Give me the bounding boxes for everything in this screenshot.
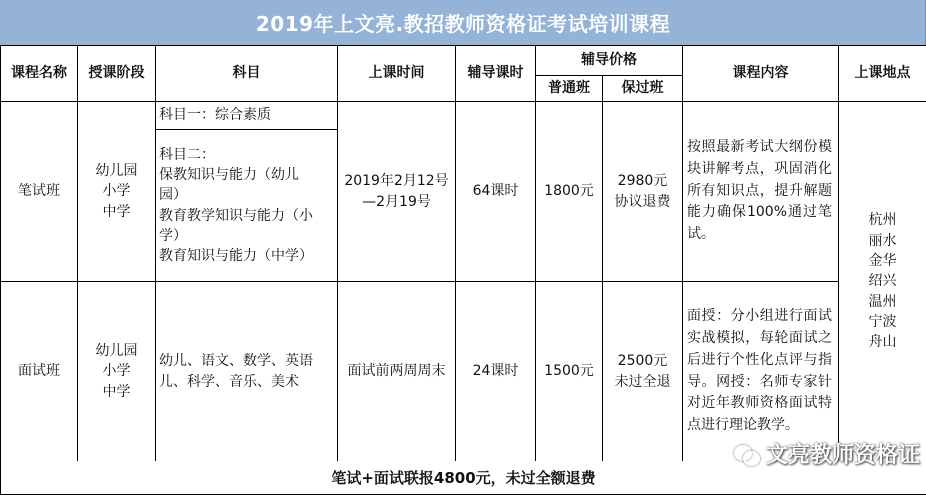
row1-subject-2-line: 保教知识与能力（幼儿: [159, 166, 299, 183]
row1-stage-item: 幼儿园: [95, 163, 138, 180]
course-table: [0, 45, 926, 462]
row2-stage-item: 中学: [102, 383, 131, 400]
location-item: 绍兴: [868, 273, 897, 290]
row2-hours: 24课时: [456, 282, 536, 462]
watermark: [734, 438, 920, 469]
row1-stage-item: 中学: [102, 203, 131, 220]
row1-price-normal: 1800元: [536, 102, 603, 282]
row2-content: 面授：分小组进行面试实战模拟，每轮面试之后进行个性化点评与指导。网授：名师专家针对近年教师资格面试特点进行理论教学。: [683, 282, 839, 462]
row2-price-pass-line: 未过全退: [614, 373, 671, 390]
row1-subject-2: [156, 130, 338, 282]
location-item: 金华: [868, 253, 897, 270]
footer-note: 笔试+面试联报4800元，未过全额退费: [0, 461, 926, 495]
location-item: 宁波: [868, 313, 897, 330]
header-stage: 授课阶段: [78, 46, 156, 102]
location-item: 丽水: [868, 232, 897, 249]
row1-stage-item: 小学: [102, 183, 131, 200]
header-course-name: 课程名称: [1, 46, 78, 102]
header-time: 上课时间: [338, 46, 456, 102]
sheet-title: 2019年上文亮.教招教师资格证考试培训课程: [0, 0, 926, 45]
row1-price-pass: [603, 102, 683, 282]
row1-time: [338, 102, 456, 282]
row1-content: 按照最新考试大纲份模块讲解考点，巩固消化所有知识点，提升解题能力确保100%通过笔试。: [683, 102, 839, 282]
row1-course-name: 笔试班: [1, 102, 78, 282]
row1-time-line: —2月19号: [362, 193, 431, 210]
row2-subject: [156, 282, 338, 462]
location-item: 杭州: [868, 212, 897, 229]
row1-subject-2-line: 教育知识与能力（中学）: [159, 248, 313, 265]
watermark-text: 文亮教师资格证: [765, 443, 920, 468]
locations: [839, 102, 926, 462]
location-item: 舟山: [868, 334, 897, 351]
row1-subject-2-line: 科目二：: [159, 146, 215, 163]
row1-price-pass-line: 协议退费: [614, 193, 671, 210]
header-location: 上课地点: [839, 46, 926, 102]
header-price-pass: 保过班: [603, 76, 683, 102]
row2-price-normal: 1500元: [536, 282, 603, 462]
header-hours: 辅导课时: [456, 46, 536, 102]
header-price-normal: 普通班: [536, 76, 603, 102]
row2-course-name: 面试班: [1, 282, 78, 462]
row2-subject-line: 儿、科学、音乐、美术: [159, 373, 299, 390]
row1-subject-2-line: 教育教学知识与能力（小: [159, 207, 313, 224]
header-price: 辅导价格: [536, 46, 683, 76]
row1-stages: [78, 102, 156, 282]
row2-price-pass: [603, 282, 683, 462]
location-item: 温州: [868, 293, 897, 310]
row2-stage-item: 小学: [102, 363, 131, 380]
header-content: 课程内容: [683, 46, 839, 102]
row1-hours: 64课时: [456, 102, 536, 282]
row1-subject-2-line: 学）: [159, 227, 187, 244]
row2-time: 面试前两周周末: [338, 282, 456, 462]
row1-subject-2-line: 园）: [159, 187, 187, 204]
row1-subject-1: 科目一：综合素质: [156, 102, 338, 130]
row1-price-pass-line: 2980元: [617, 173, 668, 190]
row2-stages: [78, 282, 156, 462]
header-subject: 科目: [156, 46, 338, 102]
row2-subject-line: 幼儿、语文、数学、英语: [159, 353, 313, 370]
wechat-icon: [734, 443, 760, 465]
row1-time-line: 2019年2月12号: [344, 173, 449, 190]
row2-stage-item: 幼儿园: [95, 343, 138, 360]
row2-price-pass-line: 2500元: [617, 353, 668, 370]
